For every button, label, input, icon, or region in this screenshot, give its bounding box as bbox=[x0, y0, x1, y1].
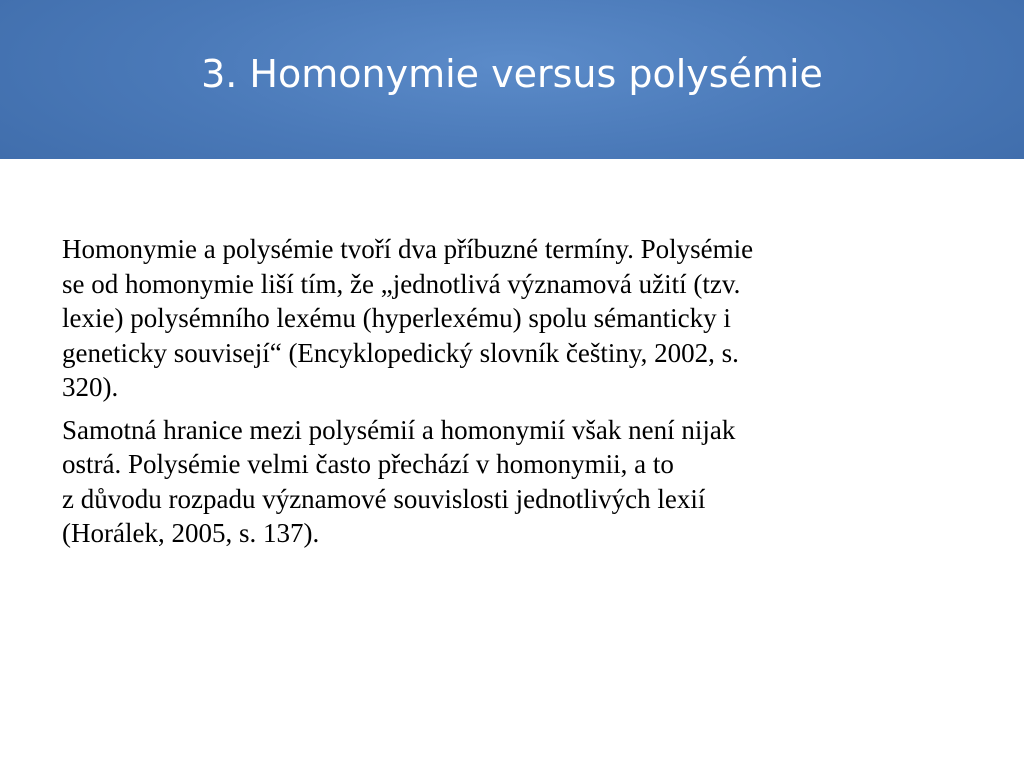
text-line: lexie) polysémního lexému (hyperlexému) spolu sémanticky i bbox=[62, 303, 731, 333]
text-line: 320). bbox=[62, 372, 119, 402]
text-line: se od homonymie liší tím, že „jednotlivá významová užití (tzv. bbox=[62, 268, 741, 299]
text-line: ostrá. Polysémie velmi často přechází v homonymii, a to bbox=[62, 449, 674, 479]
slide-title: 3. Homonymie versus polysémie bbox=[201, 51, 823, 96]
text-line: Homonymie a polysémie tvoří dva příbuzné termíny. Polysémie bbox=[62, 234, 754, 264]
paragraph-boundary bbox=[62, 413, 952, 551]
text-line: geneticky souvisejí“ (Encyklopedický slovník češtiny, 2002, s. bbox=[62, 337, 739, 368]
title-bar bbox=[0, 0, 1024, 159]
text-line: Samotná hranice mezi polysémií a homonymií však není nijak bbox=[62, 414, 736, 445]
paragraph-definition bbox=[62, 232, 952, 405]
text-line: (Horálek, 2005, s. 137). bbox=[62, 518, 320, 548]
slide-body bbox=[62, 232, 952, 559]
text-line: z důvodu rozpadu významové souvislosti jednotlivých lexií bbox=[62, 483, 706, 514]
